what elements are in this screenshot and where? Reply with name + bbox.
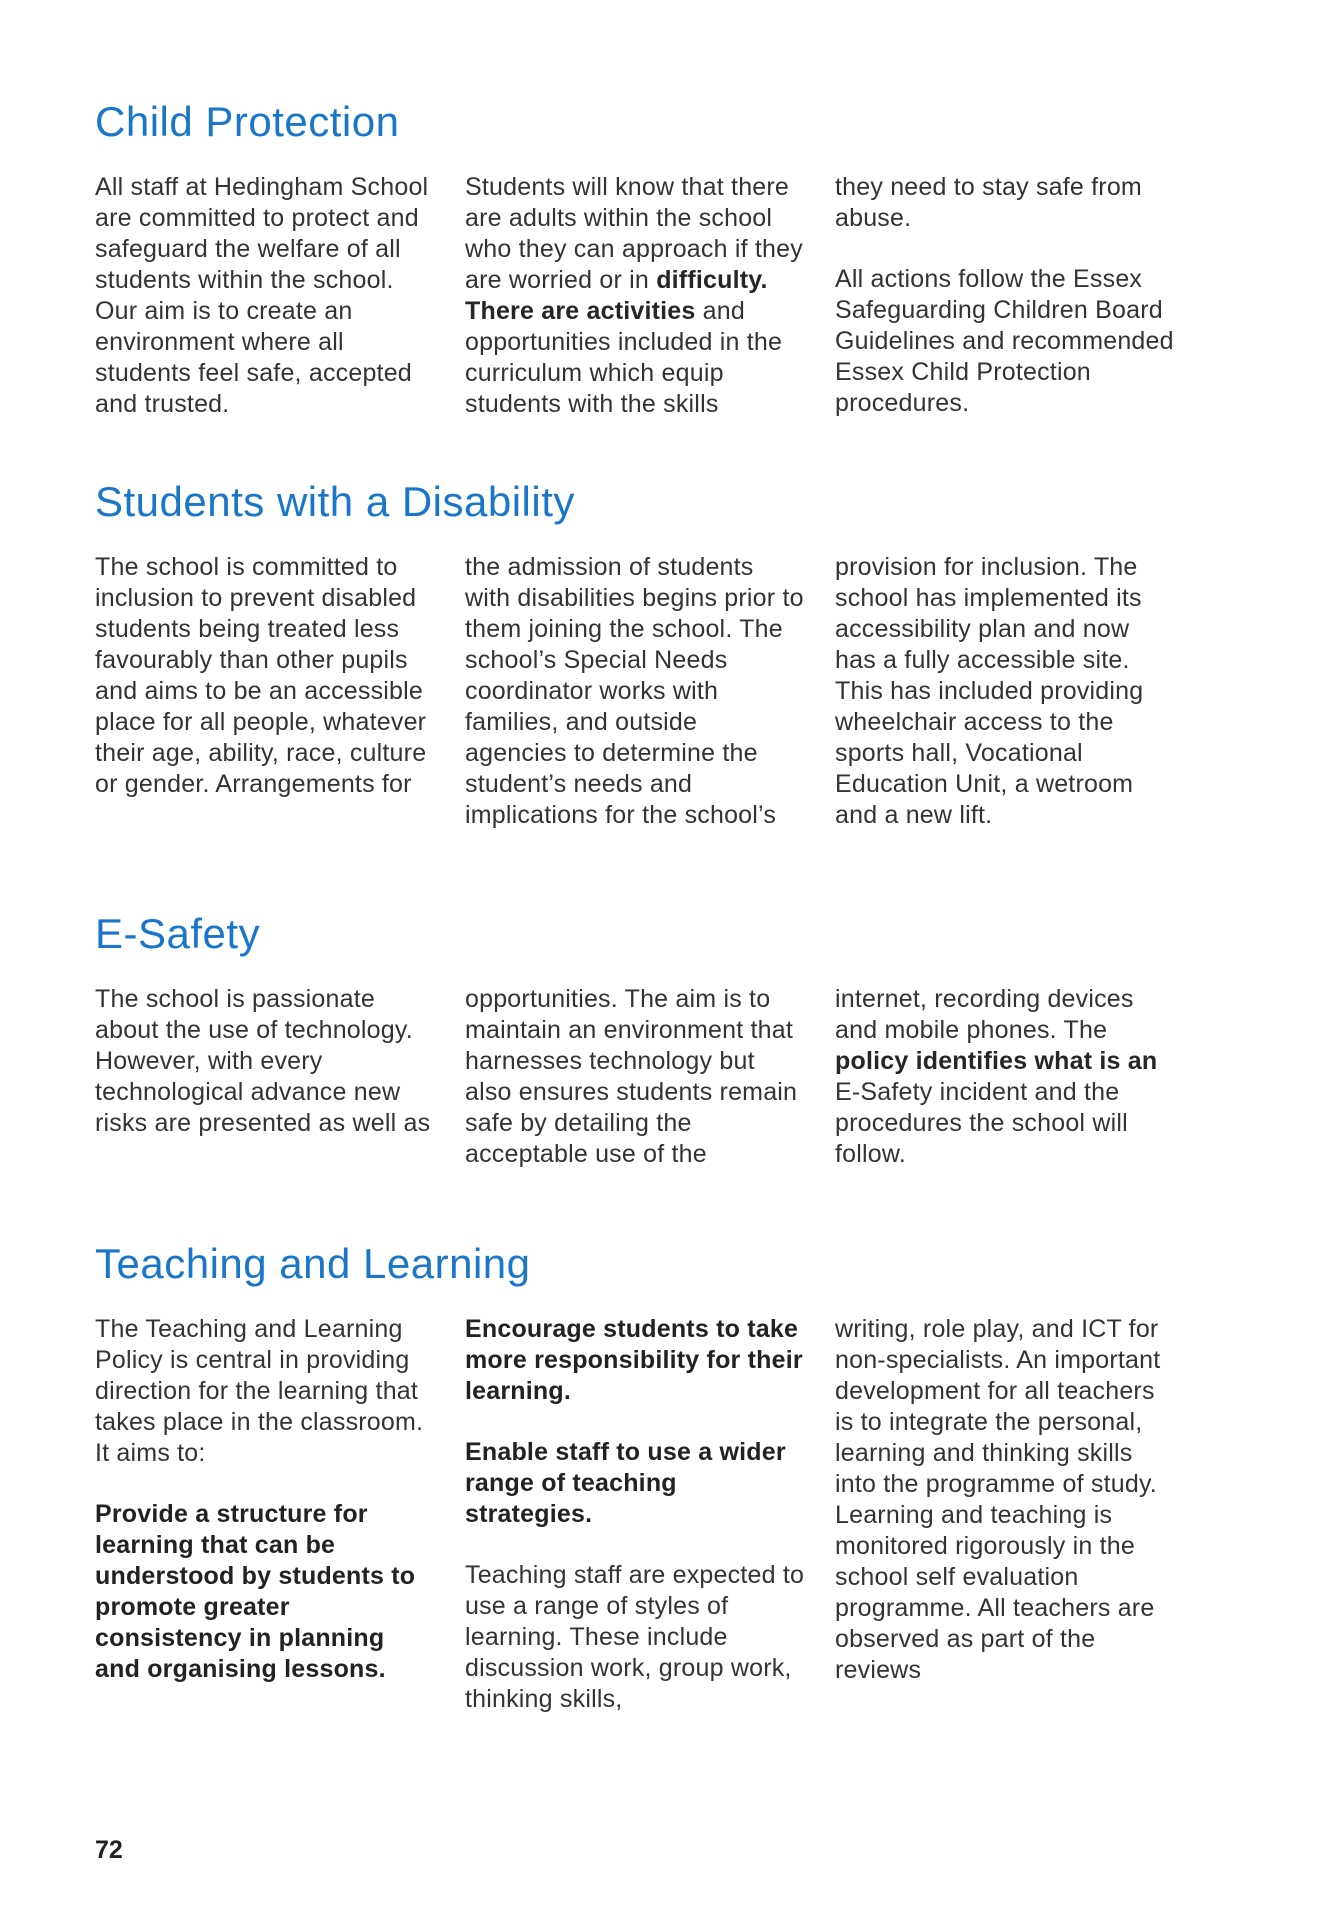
paragraph: Teaching staff are expected to use a range of styles of learning. These include discussion work, group work, thinking skills,: [465, 1561, 805, 1713]
paragraph-bold: Encourage students to take more responsibility for their learning.: [465, 1315, 803, 1405]
text-column-3: [835, 984, 1175, 1170]
paragraph-bold: Provide a structure for learning that can be understood by students to promote greater consistency in planning and organising lessons.: [95, 1500, 416, 1683]
section-columns: [95, 172, 1180, 420]
text-column-2: [465, 984, 805, 1170]
section-columns: [95, 1314, 1180, 1715]
section-students-with-a-disability: [95, 478, 1180, 831]
section-columns: [95, 552, 1180, 831]
text-run-semibold: policy identifies what is an: [835, 1047, 1158, 1075]
text-column-2: [465, 172, 805, 420]
paragraph: provision for inclusion. The school has implemented its accessibility plan and now has a fully accessible site. This has included providing wheelchair access to the sports hall, Vocational Education Unit, a wetroom and a new lift.: [835, 553, 1144, 829]
section-title: Child Protection: [95, 98, 400, 145]
paragraph: The school is passionate about the use of technology. However, with every technological advance new risks are presented as well as: [95, 985, 431, 1137]
paragraph: All actions follow the Essex Safeguarding Children Board Guidelines and recommended Essex Child Protection procedures.: [835, 265, 1174, 417]
paragraph: [835, 984, 1175, 1170]
paragraph: opportunities. The aim is to maintain an environment that harnesses technology but also ensures students remain safe by detailing the acceptable use of the: [465, 985, 798, 1168]
paragraph-bold: Enable staff to use a wider range of teaching strategies.: [465, 1438, 786, 1528]
text-column-3: [835, 552, 1175, 831]
section-teaching-and-learning: [95, 1240, 1180, 1715]
text-run: and opportunities included in the curriculum which equip students with the skills: [465, 297, 783, 418]
text-column-2: [465, 1314, 805, 1715]
text-run: internet, recording devices and mobile phones. The: [835, 985, 1134, 1044]
text-run: Students will know that there are adults within the school who they can approach if they are worried or in: [465, 173, 803, 294]
text-column-1: [95, 1314, 435, 1685]
paragraph: writing, role play, and ICT for non-specialists. An important development for all teachers is to integrate the personal, learning and thinking skills into the programme of study. Learning and teaching is monitored rigorously in the school self evaluation programme. All teachers are observed as part of the reviews: [835, 1315, 1161, 1684]
text-column-1: [95, 984, 435, 1139]
text-column-1: [95, 552, 435, 800]
text-column-1: [95, 172, 435, 420]
text-run-semibold: difficulty. There are activities: [465, 266, 768, 325]
paragraph: the admission of students with disabilities begins prior to them joining the school. The school’s Special Needs coordinator works with families, and outside agencies to determine the student’s needs and implications for the school’s: [465, 553, 804, 829]
text-column-2: [465, 552, 805, 831]
paragraph: [465, 172, 805, 420]
text-column-3: [835, 172, 1175, 419]
text-column-3: [835, 1314, 1175, 1686]
text-run: E-Safety incident and the procedures the school will follow.: [835, 1078, 1128, 1168]
paragraph: All staff at Hedingham School are committed to protect and safeguard the welfare of all students within the school. Our aim is to create an environment where all students feel safe, accepted and trusted.: [95, 173, 429, 418]
section-e-safety: [95, 910, 1180, 1170]
paragraph: The Teaching and Learning Policy is central in providing direction for the learning that takes place in the classroom. It aims to:: [95, 1315, 424, 1467]
page-number: 72: [95, 1836, 123, 1864]
paragraph: The school is committed to inclusion to prevent disabled students being treated less favourably than other pupils and aims to be an accessible place for all people, whatever their age, ability, race, culture or gender. Arrangements for: [95, 553, 427, 798]
section-columns: [95, 984, 1180, 1170]
section-title: Teaching and Learning: [95, 1240, 531, 1287]
section-child-protection: [95, 98, 1180, 420]
section-title: E-Safety: [95, 910, 261, 957]
paragraph: they need to stay safe from abuse.: [835, 173, 1142, 232]
section-title: Students with a Disability: [95, 478, 575, 525]
